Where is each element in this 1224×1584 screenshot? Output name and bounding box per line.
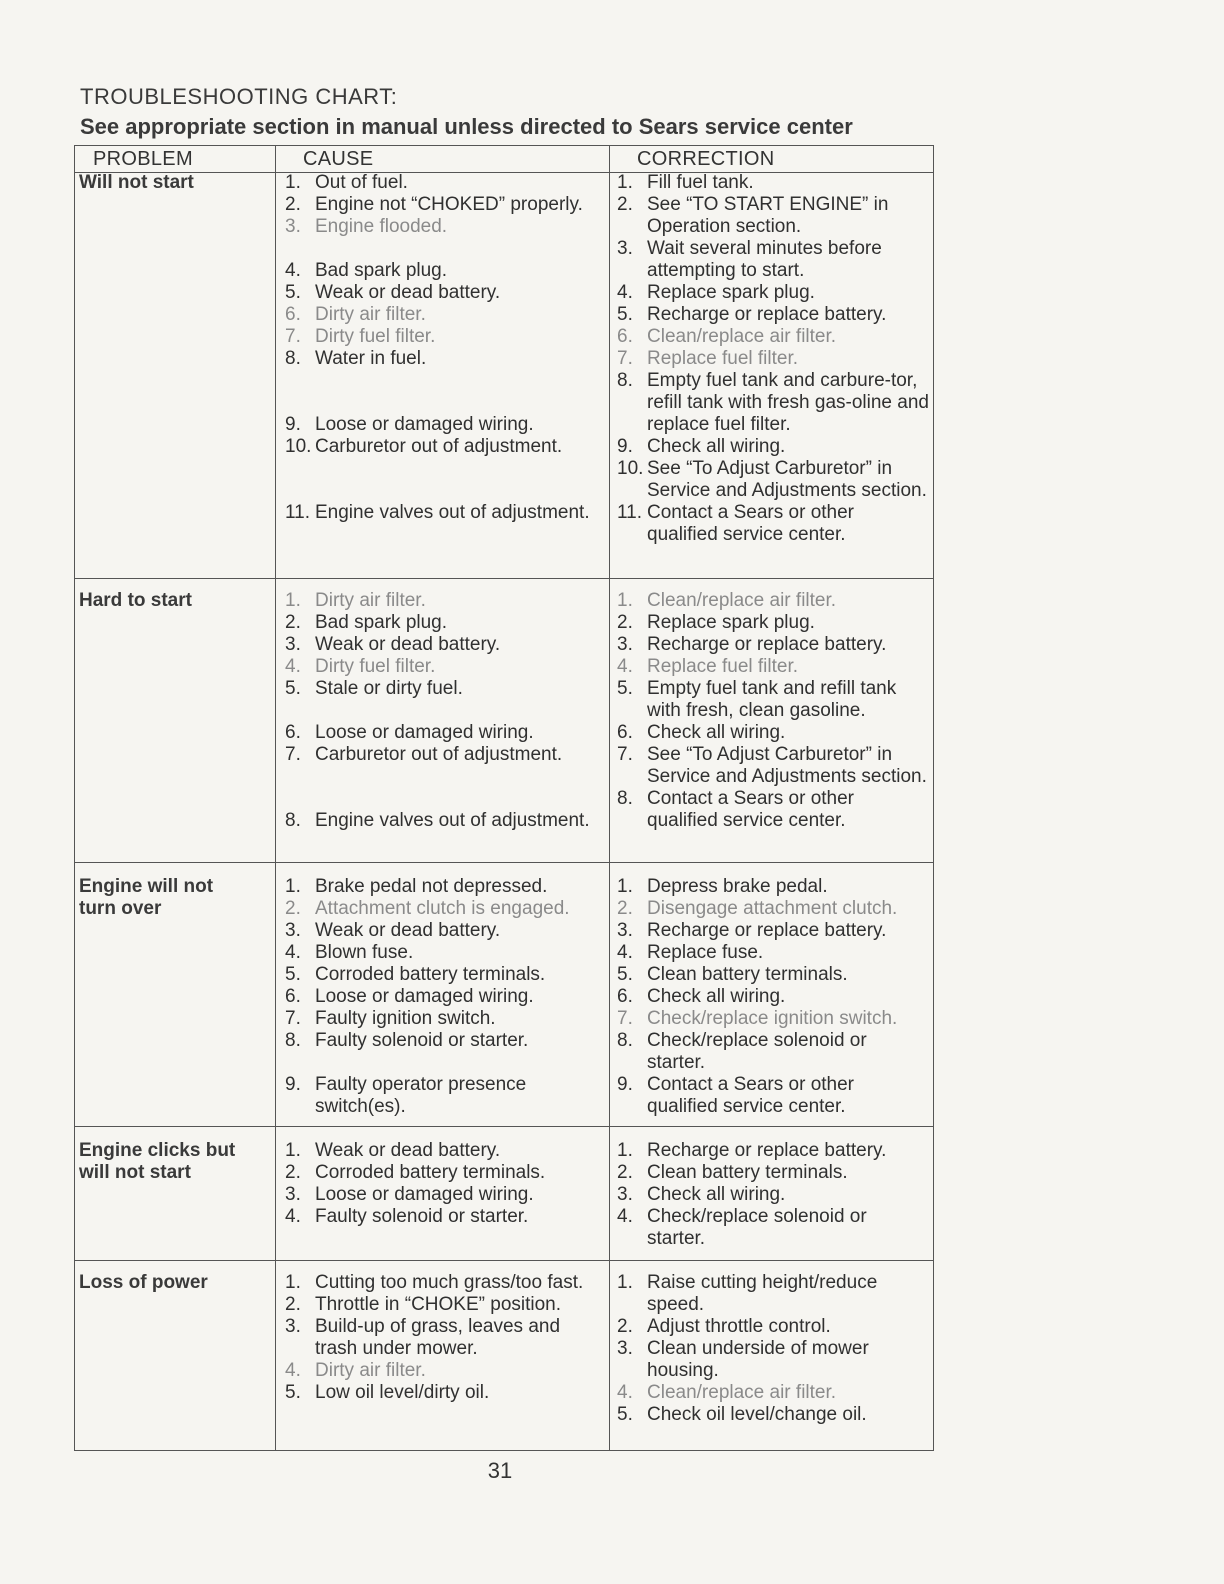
list-item: 1. Raise cutting height/reduce speed. [617, 1272, 878, 1315]
list-item: 2. Disengage attachment clutch. [617, 898, 898, 919]
list-item: 4. Replace spark plug. [617, 282, 815, 303]
list-item: 3. Wait several minutes before attempting to start. [617, 238, 882, 281]
chart-subtitle: See appropriate section in manual unless directed to Sears service center [80, 114, 853, 139]
list-item: 9. Check all wiring. [617, 436, 786, 457]
header-correction: CORRECTION [637, 148, 775, 170]
list-item: 5. Weak or dead battery. [285, 282, 501, 303]
list-item: 3. Weak or dead battery. [285, 920, 501, 941]
list-item: 3. Loose or damaged wiring. [285, 1184, 534, 1205]
list-item: 9. Loose or damaged wiring. [285, 414, 534, 435]
list-item: 2. Bad spark plug. [285, 612, 448, 633]
correction-list [617, 1140, 929, 1250]
list-item: 8. Engine valves out of adjustment. [285, 810, 590, 831]
list-item: 9. Faulty operator presence switch(es). [285, 1074, 527, 1117]
list-item: 7. Dirty fuel filter. [285, 326, 436, 347]
list-item: 4. Check/replace solenoid or starter. [617, 1206, 867, 1249]
cause-list [285, 1140, 605, 1228]
list-item: 1. Brake pedal not depressed. [285, 876, 548, 897]
list-item: 2. Corroded battery terminals. [285, 1162, 546, 1183]
chart-title: TROUBLESHOOTING CHART: [80, 84, 398, 109]
list-item: 3. Check all wiring. [617, 1184, 786, 1205]
list-item: 3. Recharge or replace battery. [617, 920, 887, 941]
list-item: 5. Stale or dirty fuel. [285, 678, 463, 699]
list-item: 11. Contact a Sears or other qualified service center. [617, 502, 854, 545]
list-item: 8. Water in fuel. [285, 348, 427, 369]
list-item: 3. Engine flooded. [285, 216, 448, 237]
list-item: 7. See “To Adjust Carburetor” in Service and Adjustments section. [617, 744, 927, 787]
problem-label: Will not start [79, 172, 194, 193]
list-item: 2. Attachment clutch is engaged. [285, 898, 570, 919]
cause-list [285, 876, 605, 1118]
list-item: 5. Clean battery terminals. [617, 964, 848, 985]
list-item: 2. Replace spark plug. [617, 612, 815, 633]
correction-list [617, 1272, 929, 1426]
list-item: 6. Dirty air filter. [285, 304, 426, 325]
problem-label: Engine clicks but will not start [79, 1140, 236, 1183]
list-item: 6. Loose or damaged wiring. [285, 986, 534, 1007]
cause-list [285, 1272, 605, 1404]
list-item: 7. Replace fuel filter. [617, 348, 799, 369]
table-header [75, 146, 933, 173]
problem-label: Engine will not turn over [79, 876, 214, 919]
list-item: 5. Low oil level/dirty oil. [285, 1382, 490, 1403]
list-item: 2. Engine not “CHOKED” properly. [285, 194, 583, 215]
list-item: 4. Clean/replace air filter. [617, 1382, 837, 1403]
header-problem: PROBLEM [93, 148, 193, 170]
list-item: 6. Check all wiring. [617, 722, 786, 743]
section-divider [75, 1126, 933, 1127]
section-divider [75, 862, 933, 863]
list-item: 3. Weak or dead battery. [285, 634, 501, 655]
problem-label: Hard to start [79, 590, 192, 611]
list-item: 2. Throttle in “CHOKE” position. [285, 1294, 562, 1315]
list-item: 7. Check/replace ignition switch. [617, 1008, 898, 1029]
list-item: 8. Contact a Sears or other qualified service center. [617, 788, 854, 831]
list-item: 1. Fill fuel tank. [617, 172, 754, 193]
list-item: 5. Check oil level/change oil. [617, 1404, 867, 1425]
list-item: 3. Recharge or replace battery. [617, 634, 887, 655]
list-item: 5. Recharge or replace battery. [617, 304, 887, 325]
problem-label: Loss of power [79, 1272, 208, 1293]
correction-list [617, 876, 929, 1118]
list-item: 1. Recharge or replace battery. [617, 1140, 887, 1161]
list-item: 1. Depress brake pedal. [617, 876, 828, 897]
list-item: 5. Empty fuel tank and refill tank with fresh, clean gasoline. [617, 678, 897, 721]
list-item: 11. Engine valves out of adjustment. [285, 502, 590, 523]
list-item: 6. Clean/replace air filter. [617, 326, 837, 347]
cause-list [285, 590, 605, 832]
list-item: 1. Dirty air filter. [285, 590, 426, 611]
list-item: 7. Carburetor out of adjustment. [285, 744, 563, 765]
list-item: 8. Faulty solenoid or starter. [285, 1030, 529, 1051]
divider-problem-cause [275, 146, 276, 1450]
troubleshooting-table [74, 145, 934, 1451]
list-item: 8. Empty fuel tank and carbure-tor, refill tank with fresh gas-oline and replace fuel filter. [617, 370, 929, 435]
list-item: 4. Blown fuse. [285, 942, 414, 963]
cause-list [285, 172, 605, 524]
list-item: 9. Contact a Sears or other qualified service center. [617, 1074, 854, 1117]
list-item: 1. Cutting too much grass/too fast. [285, 1272, 584, 1293]
list-item: 10. Carburetor out of adjustment. [285, 436, 563, 457]
list-item: 10. See “To Adjust Carburetor” in Service and Adjustments section. [617, 458, 927, 501]
list-item: 8. Check/replace solenoid or starter. [617, 1030, 867, 1073]
divider-cause-correction [609, 146, 610, 1450]
list-item: 2. Adjust throttle control. [617, 1316, 831, 1337]
correction-list [617, 172, 929, 546]
header-cause: CAUSE [303, 148, 374, 170]
list-item: 4. Dirty fuel filter. [285, 656, 436, 677]
list-item: 5. Corroded battery terminals. [285, 964, 546, 985]
list-item: 1. Weak or dead battery. [285, 1140, 501, 1161]
list-item: 3. Clean underside of mower housing. [617, 1338, 869, 1381]
list-item: 4. Faulty solenoid or starter. [285, 1206, 529, 1227]
list-item: 4. Replace fuel filter. [617, 656, 799, 677]
list-item: 4. Bad spark plug. [285, 260, 448, 281]
list-item: 2. Clean battery terminals. [617, 1162, 848, 1183]
correction-list [617, 590, 929, 832]
list-item: 1. Out of fuel. [285, 172, 408, 193]
list-item: 3. Build-up of grass, leaves and trash under mower. [285, 1316, 561, 1359]
section-divider [75, 578, 933, 579]
list-item: 4. Replace fuse. [617, 942, 764, 963]
section-divider [75, 1260, 933, 1261]
page-number: 31 [487, 1458, 513, 1483]
list-item: 7. Faulty ignition switch. [285, 1008, 496, 1029]
list-item: 6. Check all wiring. [617, 986, 786, 1007]
list-item: 6. Loose or damaged wiring. [285, 722, 534, 743]
list-item: 4. Dirty air filter. [285, 1360, 426, 1381]
list-item: 2. See “TO START ENGINE” in Operation section. [617, 194, 889, 237]
list-item: 1. Clean/replace air filter. [617, 590, 837, 611]
